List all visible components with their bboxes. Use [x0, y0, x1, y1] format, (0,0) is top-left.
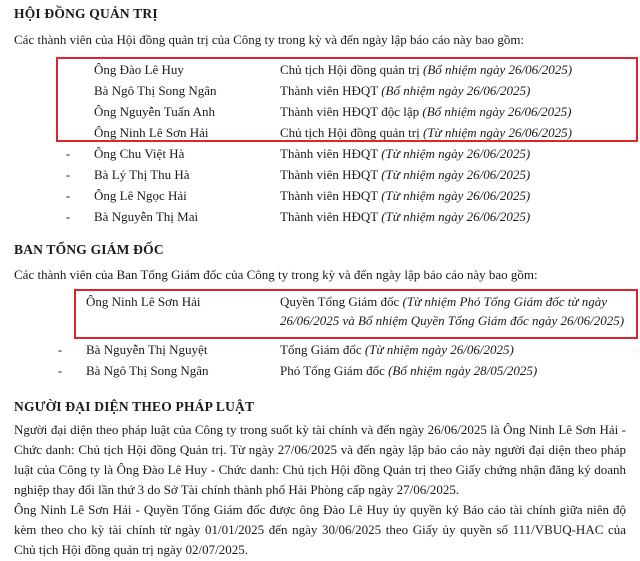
board-intro: Các thành viên của Hội đồng quản trị của Công ty trong kỳ và đến ngày lập báo cáo này bao gồm: [14, 32, 525, 47]
member-appointment-note: (Từ nhiệm ngày 26/06/2025) [364, 342, 514, 357]
member-appointment-note: (Bổ nhiệm ngày 26/06/2025) [422, 104, 572, 119]
management-first-note-line2: 26/06/2025 và Bổ nhiệm Quyền Tổng Giám đốc ngày 26/06/2025) [280, 313, 625, 328]
member-role: Chủ tịch Hội đồng quản trị [280, 125, 420, 140]
member-name: Bà Ngô Thị Song Ngân [86, 363, 209, 378]
member-role-cell [280, 363, 537, 379]
member-name: Ông Đào Lê Huy [94, 62, 184, 77]
bullet-dash: - [65, 146, 71, 161]
member-role-cell [280, 83, 530, 99]
member-appointment-note: (Từ nhiệm ngày 26/06/2025) [381, 167, 531, 182]
member-appointment-note: (Bổ nhiệm ngày 26/06/2025) [423, 62, 573, 77]
member-role: Thành viên HĐQT [280, 167, 378, 182]
member-role: Chủ tịch Hội đồng quản trị [280, 62, 420, 77]
management-first-name: Ông Ninh Lê Sơn Hải [86, 294, 201, 309]
management-first-role-title: Quyền Tổng Giám đốc [280, 294, 400, 309]
bullet-dash: - [65, 209, 71, 224]
member-name: Ông Lê Ngọc Hải [94, 188, 187, 203]
board-heading: HỘI ĐỒNG QUẢN TRỊ [14, 6, 158, 21]
member-appointment-note: (Từ nhiệm ngày 26/06/2025) [381, 209, 531, 224]
member-appointment-note: (Bổ nhiệm ngày 26/06/2025) [381, 83, 531, 98]
member-role: Phó Tổng Giám đốc [280, 363, 385, 378]
member-role-cell [280, 104, 572, 120]
member-name: Ông Chu Việt Hà [94, 146, 185, 161]
member-role: Thành viên HĐQT [280, 146, 378, 161]
member-appointment-note: (Từ nhiệm ngày 26/06/2025) [381, 146, 531, 161]
bullet-dash: - [57, 363, 63, 378]
member-name: Bà Lý Thị Thu Hà [94, 167, 190, 182]
management-heading: BAN TỔNG GIÁM ĐỐC [14, 242, 164, 257]
member-role-cell [280, 62, 572, 78]
bullet-dash: - [57, 342, 63, 357]
member-name: Bà Ngô Thị Song Ngân [94, 83, 217, 98]
member-role: Thành viên HĐQT độc lập [280, 104, 420, 119]
member-role-cell [280, 167, 530, 183]
member-name: Bà Nguyễn Thị Mai [94, 209, 199, 224]
bullet-dash: - [65, 188, 71, 203]
member-role-cell [280, 188, 530, 204]
member-role-cell [280, 146, 530, 162]
management-first-note-line1: (Từ nhiệm Phó Tổng Giám đốc từ ngày [402, 294, 608, 309]
member-name: Bà Nguyễn Thị Nguyệt [86, 342, 208, 357]
member-appointment-note: (Từ nhiệm ngày 26/06/2025) [381, 188, 531, 203]
member-name: Ông Nguyễn Tuấn Anh [94, 104, 215, 119]
legal-paragraph-1: Người đại diện theo pháp luật của Công ty trong suốt kỳ tài chính và đến ngày 26/06/2025 là Ông Ninh Lê Sơn Hải - Chức danh: Chủ tịch Hội đồng Quản trị. Từ ngày 27/06/2025 và đến ngày lập báo cáo này người đại diện theo pháp luật của Công ty là Ông Đào Lê Huy - Chức danh: Chủ tịch Hội đồng Quản trị theo Giấy chứng nhận đăng ký doanh nghiệp thay đổi lần thứ 3 do Sở Tài chính thành phố Hải Phòng cấp ngày 27/06/2025. [14, 422, 626, 497]
member-role-cell [280, 209, 530, 225]
member-appointment-note: (Bổ nhiệm ngày 28/05/2025) [388, 363, 538, 378]
member-role-cell [280, 125, 572, 141]
member-role-cell [280, 342, 514, 358]
legal-paragraph-2: Ông Ninh Lê Sơn Hải - Quyền Tổng Giám đốc được ông Đào Lê Huy ủy quyền ký Báo cáo tài chính giữa niên độ kèm theo cho kỳ tài chính từ ngày 01/01/2025 đến ngày 30/06/2025 theo Giấy ủy quyền số 111/VBUQ-HAC của Chủ tịch Hội đồng quản trị ngày 02/07/2025. [14, 502, 626, 557]
management-intro: Các thành viên của Ban Tổng Giám đốc của Công ty trong kỳ và đến ngày lập báo cáo này bao gồm: [14, 267, 538, 282]
bullet-dash: - [65, 167, 71, 182]
management-first-role [280, 294, 607, 310]
member-role: Thành viên HĐQT [280, 188, 378, 203]
legal-heading: NGƯỜI ĐẠI DIỆN THEO PHÁP LUẬT [14, 399, 255, 414]
member-role: Thành viên HĐQT [280, 209, 378, 224]
member-appointment-note: (Từ nhiệm ngày 26/06/2025) [423, 125, 572, 140]
member-role: Thành viên HĐQT [280, 83, 378, 98]
member-role: Tổng Giám đốc [280, 342, 362, 357]
member-name: Ông Ninh Lê Sơn Hải [94, 125, 209, 140]
